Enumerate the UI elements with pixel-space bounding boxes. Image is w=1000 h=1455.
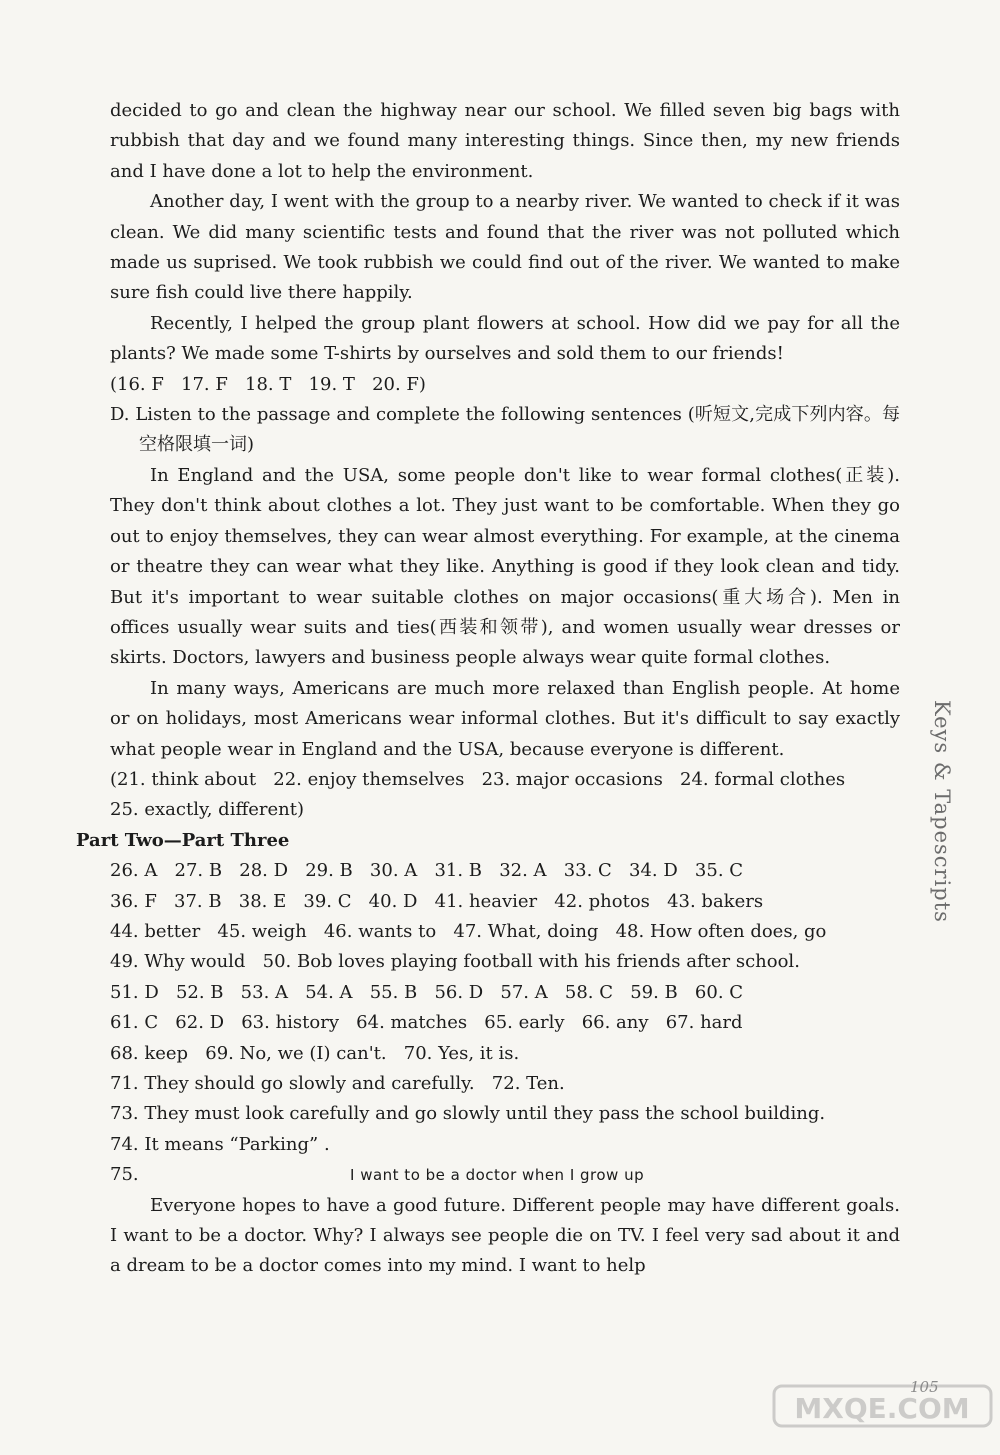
answer-line: 74. It means “Parking” . (110, 1133, 330, 1155)
answer-line: 71. They should go slowly and carefully. 72. Ten. (110, 1073, 565, 1094)
answers-d-line-2: 25. exactly, different) (110, 799, 305, 821)
page-body (76, 96, 900, 1282)
side-section-label: Keys & Tapescripts (930, 700, 954, 923)
essay-title-line (110, 1160, 900, 1190)
paragraph-2: Another day, I went with the group to a nearby river. We wanted to check if it was clean. We did many scientific tests and found that the river was not polluted which made us suprised. We took rubbish we could find out of the river. We wanted to make sure fish could live there happily. (110, 191, 900, 304)
essay-number: 75. (110, 1164, 139, 1186)
svg-text:MXQE.COM: MXQE.COM (794, 1392, 970, 1425)
paragraph-3: Recently, I helped the group plant flowers at school. How did we pay for all the plants? We made some T-shirts by ourselves and sold them to our friends! (110, 312, 900, 365)
answer-line: 36. F 37. B 38. E 39. C 40. D 41. heavier 42. photos 43. bakers (110, 890, 764, 912)
answer-line: 73. They must look carefully and go slowly until they pass the school building. (110, 1103, 826, 1125)
answer-line: 49. Why would 50. Bob loves playing football with his friends after school. (110, 951, 800, 973)
answer-line: 26. A 27. B 28. D 29. B 30. A 31. B 32. A 33. C 34. D 35. C (110, 860, 744, 882)
page-number: 105 (910, 1378, 939, 1396)
paragraph-5: In many ways, Americans are much more relaxed than English people. At home or on holidays, most Americans wear informal clothes. But it's difficult to say exactly what people wear in England and the USA, because everyone is different. (110, 677, 900, 760)
answers-d-line-1: (21. think about 22. enjoy themselves 23. major occasions 24. formal clothes (110, 768, 846, 790)
answers-c: (16. F 17. F 18. T 19. T 20. F) (110, 373, 426, 395)
part-heading: Part Two—Part Three (76, 829, 290, 851)
answer-line: 61. C 62. D 63. history 64. matches 65. early 66. any 67. hard (110, 1012, 743, 1034)
section-d-heading: D. Listen to the passage and complete the following sentences (听短文,完成下列内容。每空格限填一词) (110, 404, 900, 456)
answer-line: 44. better 45. weigh 46. wants to 47. What, doing 48. How often does, go (110, 920, 827, 942)
essay-body: Everyone hopes to have a good future. Different people may have different goals. I want to be a doctor. Why? I always see people die on TV. I feel very sad about it and a dream to be a doctor comes into my mind. I want to help (110, 1194, 900, 1277)
answer-line: 68. keep 69. No, we (I) can't. 70. Yes, it is. (110, 1042, 520, 1064)
watermark-logo (770, 1380, 995, 1452)
paragraph-1: decided to go and clean the highway near our school. We filled seven big bags with rubbish that day and we found many interesting things. Since then, my new friends and I have done a lot to help the environment. (110, 100, 900, 182)
answer-line: 51. D 52. B 53. A 54. A 55. B 56. D 57. A 58. C 59. B 60. C (110, 981, 744, 1003)
paragraph-4: In England and the USA, some people don't like to wear formal clothes(正装). They don't think about clothes a lot. They just want to be comfortable. When they go out to enjoy themselves, they can wear almost everything. For example, at the cinema or theatre they can wear what they like. Anything is good if they look clean and tidy. But it's important to wear suitable clothes on major occasions(重大场合). Men in offices usually wear suits and ties(西装和领带), and women usually wear dresses or skirts. Doctors, lawyers and business people always wear quite formal clothes. (110, 464, 900, 669)
essay-title: I want to be a doctor when I grow up (350, 1166, 645, 1185)
